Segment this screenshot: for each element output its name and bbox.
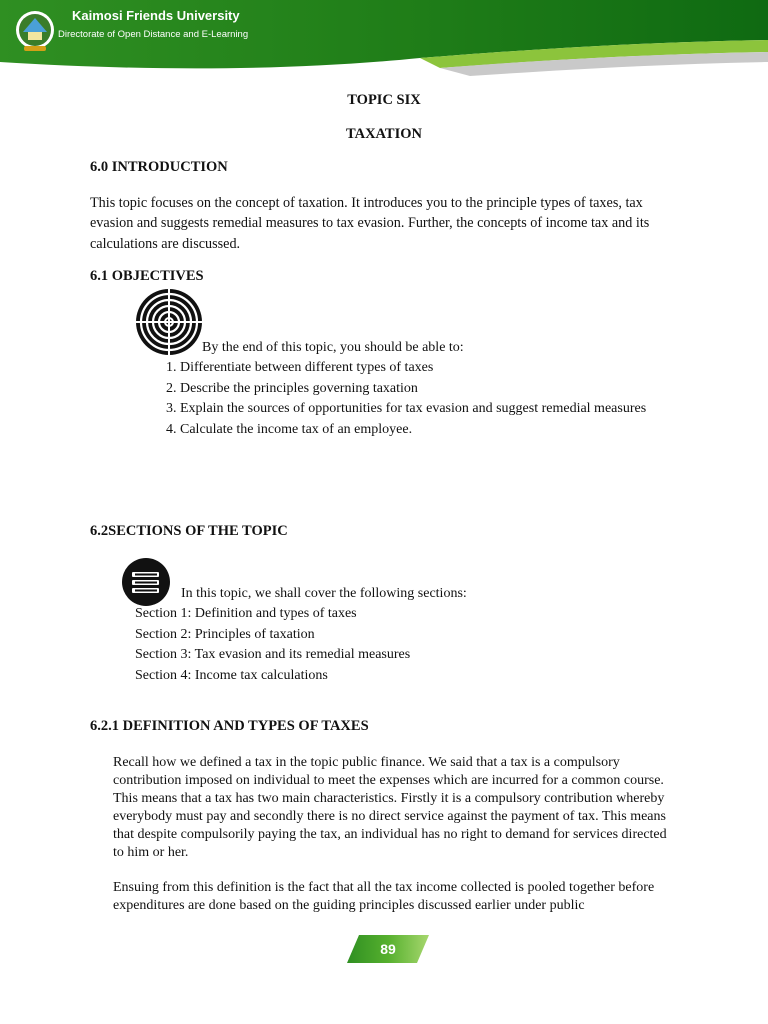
intro-paragraph: This topic focuses on the concept of taxation. It introduces you to the principle types of taxes, tax evasion and suggests remedial measures to tax evasion. Further, the concepts of income tax and its calculations are discussed. — [90, 195, 650, 252]
university-name: Kaimosi Friends University — [72, 8, 240, 23]
list-icon — [121, 557, 171, 607]
page-number-badge — [347, 935, 429, 963]
list-item: 4. Calculate the income tax of an employee. — [180, 420, 650, 441]
list-item: Section 1: Definition and types of taxes — [135, 606, 357, 621]
definition-paragraph-1: Recall how we defined a tax in the topic public finance. We said that a tax is a compulsory contribution imposed on individual to meet the expenses which are incurred for a common course. This means that a tax has two main characteristics. Firstly it is a compulsory contribution whereby everybody must pay and secondly there is no direct service against the payment of tax. This means that despite compulsorily paying the tax, an individual has no right to demand for services directed to him or her. — [113, 755, 667, 860]
list-item: 2. Describe the principles governing taxation — [180, 379, 650, 400]
list-item: Section 4: Income tax calculations — [135, 668, 328, 684]
topic-label: TOPIC SIX — [347, 92, 421, 108]
definition-heading: 6.2.1 DEFINITION AND TYPES OF TAXES — [90, 718, 369, 734]
page-number: 89 — [380, 941, 396, 957]
university-logo — [14, 8, 56, 54]
target-icon — [135, 288, 203, 356]
objectives-heading: 6.1 OBJECTIVES — [90, 268, 204, 284]
objectives-list — [162, 358, 650, 440]
list-item: Section 2: Principles of taxation — [135, 626, 315, 642]
topic-title: TAXATION — [346, 126, 422, 142]
list-item: 3. Explain the sources of opportunities for tax evasion and suggest remedial measures — [180, 399, 650, 420]
list-item: Section 3: Tax evasion and its remedial measures — [135, 647, 411, 663]
sections-list — [135, 604, 410, 687]
definition-paragraph-2: Ensuing from this definition is the fact that all the tax income collected is pooled together before expenditures are done based on the guiding principles discussed earlier under public — [113, 880, 655, 913]
intro-heading: 6.0 INTRODUCTION — [90, 159, 228, 175]
objectives-lead: By the end of this topic, you should be able to: — [202, 340, 464, 355]
sections-heading: 6.2SECTIONS OF THE TOPIC — [90, 523, 288, 539]
list-item: 1. Differentiate between different types of taxes — [180, 358, 650, 379]
header-banner — [0, 0, 768, 90]
sections-lead: In this topic, we shall cover the following sections: — [181, 586, 467, 601]
directorate-name: Directorate of Open Distance and E-Learning — [58, 29, 249, 40]
